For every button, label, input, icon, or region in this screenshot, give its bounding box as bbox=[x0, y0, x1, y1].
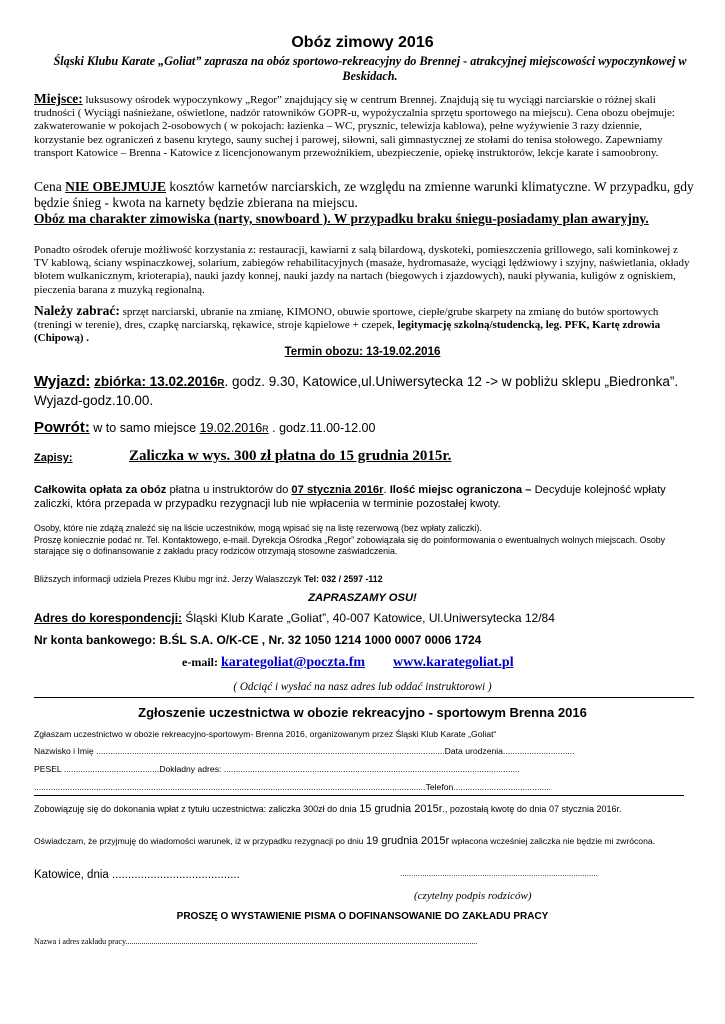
powrot-label: Powrót: bbox=[34, 419, 90, 436]
wyjazd-date: : 13.02.2016 bbox=[141, 374, 218, 389]
prosze-text: Proszę koniecznie podać nr. Tel. Kontaktowego, e-mail. Dyrekcja Ośrodka „Regor” zobowiązała się do poinformowania o ewentualnych wolnych miejscach. Osoby starające się o dofinansowanie z zakładu pracy rodziców otrzymają stosowne zaświadczenia. bbox=[34, 535, 666, 556]
miejsce-label: Miejsce: bbox=[34, 91, 83, 106]
zaklad-field[interactable]: Nazwa i adres zakładu pracy................................................................................................................................................................................ bbox=[34, 937, 478, 946]
odciac-text: ( Odciąć i wysłać na nasz adres lub oddać instruktorowi ) bbox=[233, 681, 492, 693]
powrot-date: 19.02.2016 bbox=[199, 421, 263, 435]
wyjazd-r: R bbox=[217, 378, 225, 389]
charakter-paragraph bbox=[34, 211, 694, 227]
wyjazd-label: Wyjazd: bbox=[34, 373, 91, 390]
adres-label: Adres do korespondencji: bbox=[34, 611, 183, 625]
oplata-text1: płatna u instruktorów do bbox=[166, 484, 292, 496]
cena-text: kosztów karnetów narciarskich, ze względu na zmienne warunki klimatyczne. W przypadku, gdy będzie śnieg - kwota na karnety będzie zbierana na miejscu. bbox=[34, 179, 694, 210]
contact-line bbox=[182, 655, 514, 671]
form-intro: Zgłaszam uczestnictwo w obozie rekreacyjno-sportowym- Brenna 2016, organizowanym przez Śląski Klub Karate „Goliat“ bbox=[34, 729, 497, 739]
page-subtitle: Śląski Klubu Karate „Goliat” zaprasza na obóz sportowo-rekreacyjny do Brennej - atrakcyjnej miejscowości wypoczynkowej w Beskidach. bbox=[53, 54, 687, 83]
wyjazd-zbiorka: zbiórka bbox=[94, 374, 142, 389]
form-title: Zgłoszenie uczestnictwa w obozie rekreacyjno - sportowym Brenna 2016 bbox=[138, 705, 587, 720]
zapisy-label: Zapisy: bbox=[34, 452, 73, 464]
adres-block bbox=[34, 611, 555, 625]
cena-prefix: Cena bbox=[34, 179, 66, 194]
powrot-text1: w to samo miejsce bbox=[89, 421, 200, 435]
wyjazd-block bbox=[34, 373, 704, 409]
charakter-text: Obóz ma charakter zimowiska (narty, snowboard ). W przypadku braku śniegu-posiadamy plan awaryjny. bbox=[34, 211, 649, 226]
oplata-bold2: Ilość miejsc ograniczona – bbox=[389, 484, 535, 496]
zapisy-text: Zaliczka w wys. 300 zł płatna do 15 grudnia 2015r. bbox=[129, 448, 452, 464]
cena-emph: NIE OBEJMUJE bbox=[65, 179, 167, 194]
oplata-paragraph bbox=[34, 483, 694, 511]
oplata-text3: Decyduje kolejność wpłaty zaliczki, która przepada w przypadku rezygnacji lub nie wpłacenia w terminie pozostałej kwoty. bbox=[34, 484, 666, 510]
www-link[interactable]: www.karategoliat.pl bbox=[393, 655, 514, 670]
phone-number: Tel: 032 / 2597 -112 bbox=[304, 574, 383, 584]
zabrac-bold: legitymację szkolną/studencką, leg. PFK, Kartę zdrowia (Chipową) . bbox=[34, 319, 661, 345]
powrot-r: R bbox=[262, 424, 269, 434]
oplata-text2: . bbox=[383, 484, 390, 496]
form-row-phone[interactable]: ....................................................................................................................................................................Telefon......................................... bbox=[34, 782, 552, 792]
zobowiazuje-text: Zobowiązuję się do dokonania wpłat z tytułu uczestnictwa: zaliczka 300zł do dnia 15 grudnia 2015r., pozostałą kwotę do dnia 07 stycznia 2016r. bbox=[34, 803, 622, 815]
prosze-request: PROSZĘ O WYSTAWIENIE PISMA O DOFINANSOWANIE DO ZAKŁADU PRACY bbox=[176, 911, 549, 922]
miejsce-text: luksusowy ośrodek wypoczynkowy „Regor” znajdujący się w centrum Brennej. Znajdują się tu wyciągi narciarskie o różnej skali trudności ( Wyciągi naśnieżane, oświetlone, nadzór ratowników GOPR-u, wypożyczalnia sprzętu sportowego na miejscu). Cena obozu obejmuje: zakwaterowanie w pokojach 2-osobowych ( w pokojach: łazienka – WC, prysznic, telewizja kablowa), pełne wyżywienie 3 razy dziennie, korzystanie bez ograniczeń z basenu krytego, sauny suchej i parowej, siłowni, sali gimnastycznej ze stołami do tenisa stołowego. Zapewniamy transport Katowice – Brenna - Katowice z licencjonowanym przewoźnikiem, ubezpieczenie, opiekę instruktorów, lekcje karate i samoobrony. bbox=[34, 94, 675, 159]
oferta-paragraph: Ponadto ośrodek oferuje możliwość korzystania z: restauracji, kawiarni z salą bilardową, dyskoteki, pomieszczenia grillowego, sali kominkowej z TV kablową, ściany wspinaczkowej, solarium, zabiegów rehabilitacyjnych (masaże, hydromasaże, wyciągi lędźwiowy i szyjny, naświetlania, okłady błotem wulkanicznym, krioterapia), nauki jazdy konnej, nauki jazdy na nartach (biegowych i zjazdowych), nauki pływania, kuligów z ogniskiem, pieczenia barana z muzyką regionalną. bbox=[34, 244, 690, 296]
zabrac-label: Należy zabrać: bbox=[34, 303, 120, 318]
cut-line bbox=[34, 697, 694, 698]
termin-text: Termin obozu: 13-19.02.2016 bbox=[284, 346, 441, 358]
signature-label: (czytelny podpis rodziców) bbox=[414, 890, 532, 902]
konto-text: Nr konta bankowego: B.ŚL S.A. O/K-CE , Nr. 32 1050 1214 1000 0007 0006 1724 bbox=[34, 633, 482, 647]
form-row-pesel[interactable]: PESEL ........................................Dokładny adres: ............................................................................................................................ bbox=[34, 764, 520, 774]
osoby-text: Osoby, które nie zdążą znaleźć się na liście uczestników, mogą wpisać się na listę rezerwową (bez wpłaty zaliczki). bbox=[34, 523, 482, 533]
informacji-text: Bliższych informacji udziela Prezes Klubu mgr inż. Jerzy Walaszczyk Tel: 032 / 2597 -112 bbox=[34, 574, 383, 584]
powrot-text2: . godz.11.00-12.00 bbox=[268, 421, 376, 435]
oswiadczam-text: Oświadczam, że przyjmuję do wiadomości warunek, iż w przypadku rezygnacji po dniu 19 grudnia 2015r wpłacona wcześniej zaliczka nie będzie mi zwrócona. bbox=[34, 835, 656, 847]
zapraszamy-text: ZAPRASZAMY OSU! bbox=[308, 592, 417, 604]
oplata-bold1: Całkowita opłata za obóz bbox=[34, 484, 167, 496]
cena-paragraph bbox=[34, 179, 694, 211]
wyjazd-rest: . godz. 9.30, Katowice,ul.Uniwersytecka 12 -> w pobliżu sklepu „Biedronka”. bbox=[224, 374, 679, 389]
signature-field[interactable]: ......................................................................................... bbox=[400, 869, 598, 878]
adres-text: Śląski Klub Karate „Goliat”, 40-007 Katowice, Ul.Uniwersytecka 12/84 bbox=[182, 611, 555, 625]
oplata-date: 07 stycznia 2016r bbox=[291, 484, 384, 496]
email-label: e-mail: bbox=[182, 655, 221, 669]
powrot-block bbox=[34, 419, 375, 436]
miejsce-paragraph bbox=[34, 92, 694, 160]
zabrac-paragraph bbox=[34, 304, 694, 346]
zabrac-text: sprzęt narciarski, ubranie na zmianę, KIMONO, obuwie sportowe, ciepłe/grube skarpety na zmianę do butów sportowych (treningi w terenie), dres, czapkę narciarską, rękawice, stroje kąpielowe + czepek, bbox=[34, 306, 659, 332]
form-divider bbox=[34, 795, 684, 796]
email-link[interactable]: karategoliat@poczta.fm bbox=[220, 655, 366, 670]
wyjazd-line2: Wyjazd-godz.10.00. bbox=[34, 393, 154, 408]
katowice-date-field[interactable]: Katowice, dnia ........................................ bbox=[34, 869, 240, 881]
page-title: Obóz zimowy 2016 bbox=[291, 34, 434, 51]
form-row-name[interactable]: Nazwisko i Imię ..................................................................................................................................................Data urodzenia.............................. bbox=[34, 746, 575, 756]
